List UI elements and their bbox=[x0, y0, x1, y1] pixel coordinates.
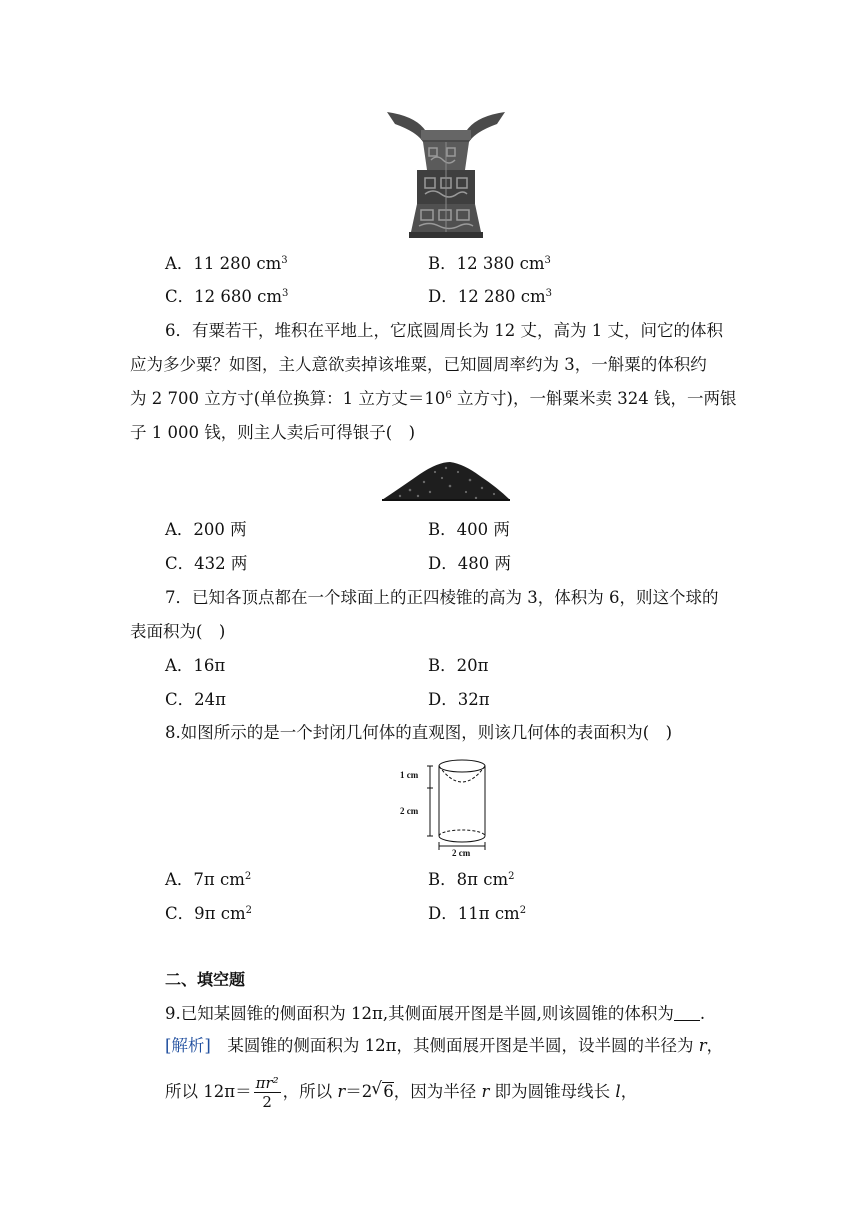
sqrt-six: √ 6 bbox=[382, 1082, 394, 1101]
label-mid-height: 2 cm bbox=[400, 806, 419, 816]
q7-text-line-2: 表面积为( ) bbox=[130, 622, 226, 641]
q5-option-b[interactable]: B．12 380 $cm^3$ bbox=[428, 254, 551, 273]
q9-analysis-line-2: 所以 12π＝ $\frac{\text{πr²}}{2}$ ，所以 r＝2√ 6，因为半径 r 即为圆锥母线长 l， bbox=[165, 1072, 637, 1112]
q6-option-a[interactable]: A．200 两 bbox=[165, 520, 247, 539]
q7-option-b[interactable]: B．20π bbox=[428, 656, 489, 675]
q9-analysis-line-1: [解析] 某圆锥的侧面积为 12π，其侧面展开图是半圆，设半圆的半径为 r， bbox=[165, 1036, 724, 1055]
q8-text-line-1: 8.如图所示的是一个封闭几何体的直观图，则该几何体的表面积为( ) bbox=[165, 723, 673, 742]
q7-text-line-1: 7．已知各顶点都在一个球面上的正四棱锥的高为 3，体积为 6，则这个球的 bbox=[165, 588, 719, 607]
q7-option-c[interactable]: C．24π bbox=[165, 690, 226, 709]
q6-text-line-4: 子 1 000 钱，则主人卖后可得银子( ) bbox=[130, 423, 416, 442]
q6-text-line-2: 应为多少粟？如图，主人意欲卖掉该堆粟，已知圆周率约为 3，一斛粟的体积约 bbox=[130, 355, 707, 374]
label-diameter: 2 cm bbox=[452, 848, 471, 858]
grain-pile-image bbox=[380, 458, 512, 504]
q6-option-d[interactable]: D．480 两 bbox=[428, 554, 511, 573]
q5-option-d[interactable]: D．12 280 $cm^3$ bbox=[428, 287, 552, 306]
analysis-tag: [解析] bbox=[165, 1036, 211, 1055]
cylinder-diagram bbox=[400, 756, 500, 860]
fraction-pi-r-squared-over-2: $\frac{\text{πr²}}{2}$ bbox=[255, 1074, 279, 1111]
q8-option-c[interactable]: C．9π $cm^2$ bbox=[165, 904, 252, 923]
q7-option-a[interactable]: A．16π bbox=[165, 656, 226, 675]
label-top-height: 1 cm bbox=[400, 770, 419, 780]
bronze-vessel-image bbox=[385, 108, 507, 240]
q5-option-c[interactable]: C．12 680 $cm^3$ bbox=[165, 287, 289, 306]
q9-text-line-1: 9.已知某圆锥的侧面积为 12π,其侧面展开图是半圆,则该圆锥的体积为 . bbox=[165, 1004, 706, 1023]
q8-option-d[interactable]: D．11π $cm^2$ bbox=[428, 904, 527, 923]
q7-option-d[interactable]: D．32π bbox=[428, 690, 490, 709]
q6-text-line-1: 6．有粟若干，堆积在平地上，它底圆周长为 12 丈，高为 1 丈，问它的体积 bbox=[165, 321, 723, 340]
q6-option-b[interactable]: B．400 两 bbox=[428, 520, 510, 539]
section-heading-fill-in: 二、填空题 bbox=[165, 970, 246, 989]
answer-blank[interactable] bbox=[674, 1004, 700, 1021]
q8-option-a[interactable]: A．7π $cm^2$ bbox=[165, 870, 252, 889]
q6-option-c[interactable]: C．432 两 bbox=[165, 554, 248, 573]
q5-option-a[interactable]: A．11 280 $cm^3$ bbox=[165, 254, 288, 273]
q8-option-b[interactable]: B．8π $cm^2$ bbox=[428, 870, 515, 889]
q6-text-line-3: 为 2 700 立方寸(单位换算：1 立方丈$=10^6$ 立方寸)，一斛粟米卖 324 钱，一两银 bbox=[130, 389, 737, 408]
